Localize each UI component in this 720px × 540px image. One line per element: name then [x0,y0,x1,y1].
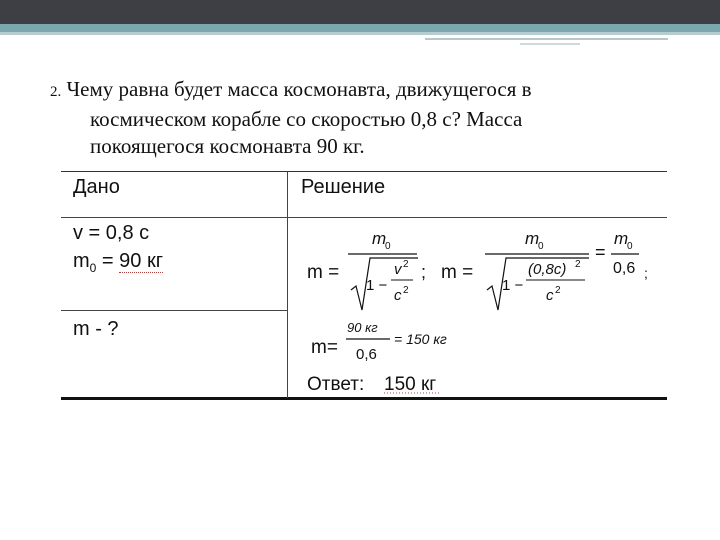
rest-mass-value: 90 кг [119,250,164,272]
calc-denominator: 0,6 [356,346,377,363]
header-given: Дано [73,176,120,198]
problem-statement [50,76,680,160]
formula2-c: c [546,287,554,304]
decor-line-short [520,43,580,45]
formula2-m-eq: m = [441,262,474,283]
formula1-m0: m [372,229,387,248]
formula2-c-sup: 2 [555,285,561,296]
formula2-m0: m [525,229,540,248]
formula2-den: 0,6 [613,260,636,277]
formula1-c-sup: 2 [403,285,409,296]
calc-m-eq: m= [311,337,338,358]
formula1-one-minus: 1 − [366,277,388,294]
header-solution: Решение [301,176,386,198]
calc-numerator: 90 кг [347,320,378,335]
problem-line-3: покоящегося космонавта 90 кг. [90,134,365,158]
problem-line-1: Чему равна будет масса космонавта, движущегося в [66,77,532,101]
given-velocity: v = 0,8 с [73,222,150,244]
calc-result: = 150 кг [394,331,447,347]
formula1-c: c [394,287,402,304]
formula2-paren-expr: (0,8c) [528,261,567,278]
formula2-eq: = [595,242,606,262]
solution-table [61,171,667,400]
formula2-right-m0-sub: 0 [627,241,633,252]
formula2-m0-sub: 0 [538,241,544,252]
formula2-paren-sup: 2 [575,259,581,270]
rest-mass-symbol: m [73,250,90,272]
find-mass: m - ? [73,318,119,340]
decor-line [425,38,668,40]
formula1-v: v [394,261,402,278]
formula1-semicolon: ; [421,262,427,282]
title-bar [0,0,720,24]
answer-label: Ответ: [307,374,365,395]
rest-mass-subscript: 0 [89,261,97,275]
problem-number: 2. [50,84,62,100]
formula2-right-m0: m [614,229,629,248]
formula2-one-minus: 1 − [502,277,524,294]
problem-line-2: космическом корабле со скоростью 0,8 с? Масса [90,107,523,131]
formula1-m-eq: m = [307,262,340,283]
formula1-v-sup: 2 [403,259,409,270]
accent-stripe [0,24,720,32]
formula1-m0-sub: 0 [385,241,391,252]
formula2-semicolon: ; [644,265,648,281]
rest-mass-eq: = [96,250,120,272]
answer-value: 150 кг [384,374,437,395]
solution-formulas [61,172,667,398]
accent-stripe-light [0,32,720,35]
